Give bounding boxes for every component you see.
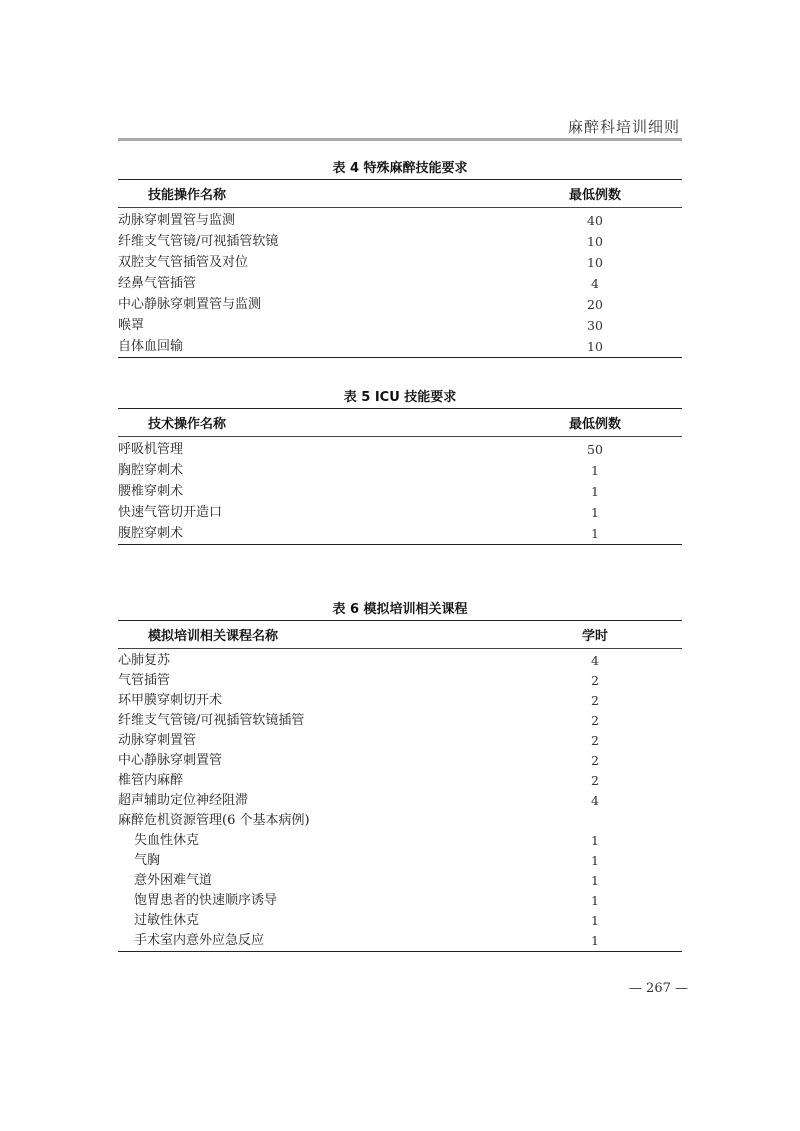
course-name: 椎管内麻醉 <box>118 773 184 788</box>
table-row <box>118 315 682 336</box>
skill-name: 腰椎穿刺术 <box>118 484 184 499</box>
course-name: 饱胃患者的快速顺序诱导 <box>134 893 278 908</box>
table4 <box>118 179 682 358</box>
min-count: 4 <box>591 276 599 291</box>
page-number: — 267 — <box>628 981 688 996</box>
skill-name: 经鼻气管插管 <box>118 276 197 291</box>
course-hours: 2 <box>591 693 599 708</box>
table-row <box>118 671 682 691</box>
table-row <box>118 791 682 811</box>
skill-name: 快速气管切开造口 <box>118 505 223 520</box>
table-row <box>118 891 682 911</box>
table-row <box>118 273 682 294</box>
table6-col-name-header: 模拟培训相关课程名称 <box>118 621 508 649</box>
course-name: 失血性休克 <box>134 833 200 848</box>
table5-header-row <box>118 409 682 437</box>
table-row <box>118 502 682 523</box>
table-row <box>118 231 682 252</box>
course-hours: 4 <box>591 793 599 808</box>
course-name: 超声辅助定位神经阻滞 <box>118 793 249 808</box>
course-hours: 1 <box>591 873 599 888</box>
course-hours: 2 <box>591 733 599 748</box>
table-row <box>118 851 682 871</box>
table-row <box>118 811 682 831</box>
table-row <box>118 711 682 731</box>
table-row <box>118 481 682 502</box>
course-hours: 1 <box>591 853 599 868</box>
skill-name: 胸腔穿刺术 <box>118 463 184 478</box>
skill-name: 中心静脉穿刺置管与监测 <box>118 297 262 312</box>
table5-col-count-header: 最低例数 <box>508 409 682 437</box>
course-hours: 4 <box>591 653 599 668</box>
min-count: 10 <box>587 255 603 270</box>
table5-col-name-header: 技术操作名称 <box>118 409 508 437</box>
min-count: 50 <box>587 442 603 457</box>
table-row <box>118 831 682 851</box>
table-row <box>118 437 682 461</box>
course-hours: 2 <box>591 673 599 688</box>
table-row <box>118 649 682 672</box>
min-count: 1 <box>591 505 599 520</box>
course-name: 纤维支气管镜/可视插管软镜插管 <box>118 713 305 728</box>
min-count: 30 <box>587 318 603 333</box>
course-hours: 1 <box>591 933 599 948</box>
min-count: 1 <box>591 484 599 499</box>
table-row <box>118 523 682 545</box>
skill-name: 呼吸机管理 <box>118 442 184 457</box>
table-row <box>118 691 682 711</box>
header-rule <box>118 138 682 141</box>
table4-col-name-header: 技能操作名称 <box>118 180 508 208</box>
table-row <box>118 731 682 751</box>
table6-caption: 表 6 模拟培训相关课程 <box>332 602 468 617</box>
skill-name: 喉罩 <box>118 318 145 333</box>
course-hours: 2 <box>591 713 599 728</box>
table-row <box>118 252 682 273</box>
course-name: 气胸 <box>134 853 161 868</box>
table-row <box>118 336 682 358</box>
table-row <box>118 931 682 952</box>
table-row <box>118 208 682 232</box>
table-row <box>118 751 682 771</box>
course-group-name: 麻醉危机资源管理(6 个基本病例) <box>118 813 310 828</box>
table-row <box>118 460 682 481</box>
min-count: 1 <box>591 463 599 478</box>
course-hours: 2 <box>591 753 599 768</box>
min-count: 10 <box>587 339 603 354</box>
course-name: 心肺复苏 <box>118 653 171 668</box>
skill-name: 双腔支气管插管及对位 <box>118 255 249 270</box>
course-hours <box>508 811 682 831</box>
table6 <box>118 620 682 952</box>
running-header-title: 麻醉科培训细则 <box>567 118 680 136</box>
table-row <box>118 771 682 791</box>
table5-caption: 表 5 ICU 技能要求 <box>343 390 457 405</box>
course-hours: 1 <box>591 893 599 908</box>
table4-caption: 表 4 特殊麻醉技能要求 <box>332 161 468 176</box>
skill-name: 腹腔穿刺术 <box>118 526 184 541</box>
table-row <box>118 911 682 931</box>
course-name: 环甲膜穿刺切开术 <box>118 693 223 708</box>
table5 <box>118 408 682 545</box>
course-name: 动脉穿刺置管 <box>118 733 197 748</box>
skill-name: 纤维支气管镜/可视插管软镜 <box>118 234 279 249</box>
min-count: 10 <box>587 234 603 249</box>
course-name: 意外困难气道 <box>134 873 213 888</box>
table-row <box>118 294 682 315</box>
min-count: 40 <box>587 213 603 228</box>
table6-header-row <box>118 621 682 649</box>
min-count: 20 <box>587 297 603 312</box>
course-name: 过敏性休克 <box>134 913 200 928</box>
min-count: 1 <box>591 526 599 541</box>
course-name: 中心静脉穿刺置管 <box>118 753 223 768</box>
skill-name: 动脉穿刺置管与监测 <box>118 213 236 228</box>
skill-name: 自体血回输 <box>118 339 184 354</box>
table4-header-row <box>118 180 682 208</box>
course-name: 气管插管 <box>118 673 171 688</box>
table6-col-hours-header: 学时 <box>508 621 682 649</box>
table4-col-count-header: 最低例数 <box>508 180 682 208</box>
course-hours: 1 <box>591 913 599 928</box>
course-name: 手术室内意外应急反应 <box>134 933 265 948</box>
table-row <box>118 871 682 891</box>
course-hours: 1 <box>591 833 599 848</box>
course-hours: 2 <box>591 773 599 788</box>
